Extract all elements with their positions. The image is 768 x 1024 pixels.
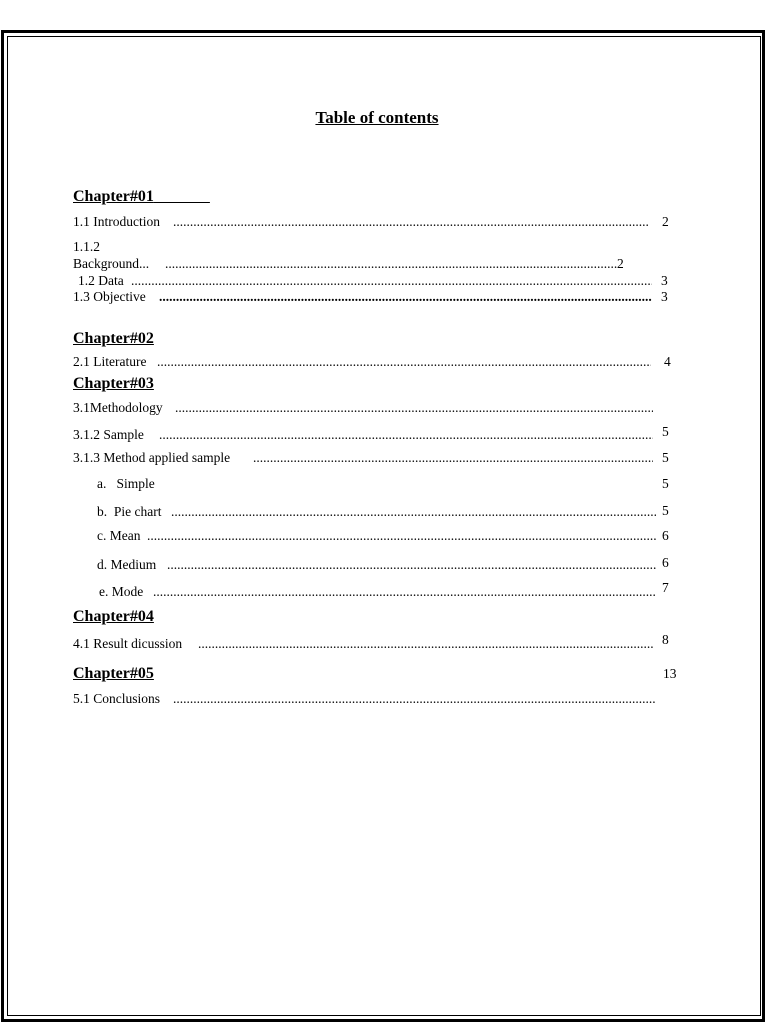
document-title: Table of contents	[315, 108, 439, 127]
chapter-heading-03: Chapter#03	[73, 375, 154, 392]
toc-leader-dots	[159, 289, 652, 305]
toc-leader-dots	[253, 450, 653, 466]
toc-entry-label: 3.1.2 Sample	[73, 427, 148, 442]
toc-entry-label: 3.1Methodology	[73, 400, 163, 415]
chapter-heading-02: Chapter#02	[73, 330, 154, 347]
chapter-heading-05: Chapter#05	[73, 665, 154, 682]
toc-entry-label: 2.1 Literature	[73, 354, 147, 369]
toc-leader-dots	[167, 557, 656, 573]
toc-entry-label: Background...	[73, 256, 153, 271]
toc-leader-dots	[171, 504, 656, 520]
toc-page-number: 7	[662, 580, 669, 595]
toc-entry-label: c. Mean	[97, 528, 141, 543]
toc-entry-label: b. Pie chart	[97, 504, 162, 519]
toc-leader-dots	[159, 427, 653, 443]
toc-page-number: 4	[664, 354, 671, 369]
toc-page-number: 6	[662, 555, 669, 570]
toc-entry-label: 1.2 Data	[78, 273, 124, 288]
toc-page-number: 2	[617, 256, 624, 271]
toc-page-number: 5	[662, 503, 669, 518]
toc-leader-dots	[175, 400, 653, 416]
toc-entry-label: 1.1 Introduction	[73, 214, 160, 229]
toc-entry-label: 1.3 Objective	[73, 289, 146, 304]
toc-entry-label: 4.1 Result dicussion	[73, 636, 183, 651]
toc-leader-dots	[198, 636, 654, 652]
toc-page-number: 3	[661, 289, 668, 304]
chapter-heading-01: Chapter#01	[73, 188, 154, 205]
toc-leader-dots	[173, 214, 648, 230]
toc-leader-dots	[157, 354, 651, 370]
toc-page-number: 5	[662, 424, 669, 439]
toc-page-number: 3	[661, 273, 668, 288]
toc-entry-label: e. Mode	[99, 584, 147, 599]
toc-leader-dots	[165, 256, 618, 272]
toc-leader-dots	[147, 528, 656, 544]
page-border-inner	[7, 36, 761, 1016]
toc-leader-dots	[131, 273, 652, 289]
chapter-heading-04: Chapter#04	[73, 608, 154, 625]
toc-entry-number: 1.1.2	[73, 239, 100, 254]
toc-entry-label: 3.1.3 Method applied sample	[73, 450, 231, 465]
toc-page-number: 5	[662, 476, 669, 491]
toc-entry-label: 5.1 Conclusions	[73, 691, 161, 706]
toc-entry-label: d. Medium	[97, 557, 160, 572]
toc-leader-dots	[173, 691, 656, 707]
toc-leader-dots	[153, 584, 656, 600]
toc-page-number: 13	[663, 666, 677, 681]
toc-page-number: 8	[662, 632, 669, 647]
toc-page-number: 5	[662, 450, 669, 465]
toc-page-number: 6	[662, 528, 669, 543]
toc-page-number: 2	[662, 214, 669, 229]
toc-entry-label: a. Simple	[97, 476, 155, 491]
